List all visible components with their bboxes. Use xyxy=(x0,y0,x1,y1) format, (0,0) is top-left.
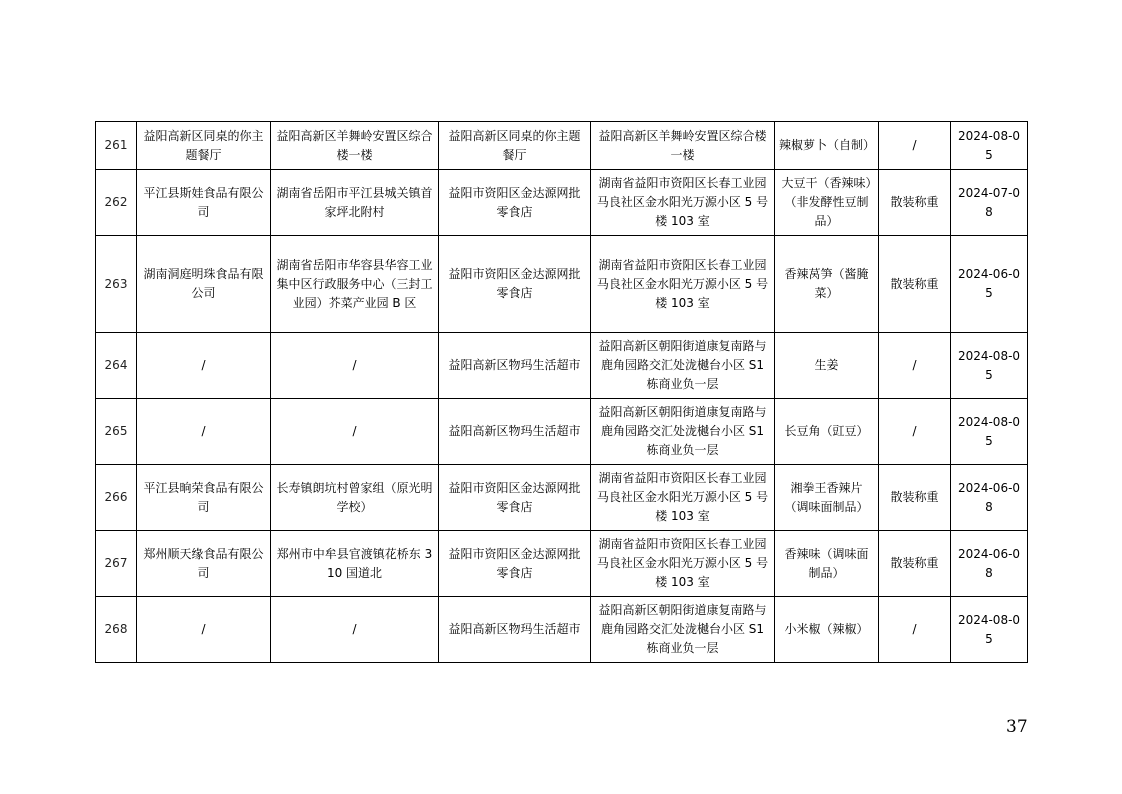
table-row xyxy=(96,236,1028,333)
producer-name: 郑州顺天缘食品有限公司 xyxy=(137,531,271,597)
row-number: 265 xyxy=(96,399,137,465)
producer-address: / xyxy=(271,399,439,465)
row-number: 268 xyxy=(96,597,137,663)
producer-name: 益阳高新区同桌的你主题餐厅 xyxy=(137,122,271,170)
seller-address: 湖南省益阳市资阳区长春工业园马良社区金水阳光万源小区 5 号楼 103 室 xyxy=(591,170,775,236)
specification: 散装称重 xyxy=(879,531,951,597)
row-number: 262 xyxy=(96,170,137,236)
product-name: 小米椒（辣椒） xyxy=(775,597,879,663)
producer-address: 长寿镇朗坑村曾家组（原光明学校） xyxy=(271,465,439,531)
production-date: 2024-08-05 xyxy=(951,333,1028,399)
production-date: 2024-08-05 xyxy=(951,399,1028,465)
seller-name: 益阳市资阳区金达源网批零食店 xyxy=(439,170,591,236)
specification: 散装称重 xyxy=(879,236,951,333)
row-number: 266 xyxy=(96,465,137,531)
producer-name: / xyxy=(137,399,271,465)
product-name: 生姜 xyxy=(775,333,879,399)
table-row xyxy=(96,170,1028,236)
producer-address: 郑州市中牟县官渡镇花桥东 310 国道北 xyxy=(271,531,439,597)
production-date: 2024-07-08 xyxy=(951,170,1028,236)
producer-name: 平江县斯娃食品有限公司 xyxy=(137,170,271,236)
producer-name: 湖南洞庭明珠食品有限公司 xyxy=(137,236,271,333)
production-date: 2024-08-05 xyxy=(951,597,1028,663)
product-name: 辣椒萝卜（自制） xyxy=(775,122,879,170)
product-name: 大豆干（香辣味）（非发酵性豆制品） xyxy=(775,170,879,236)
specification: / xyxy=(879,333,951,399)
row-number: 261 xyxy=(96,122,137,170)
producer-address: / xyxy=(271,333,439,399)
row-number: 264 xyxy=(96,333,137,399)
product-name: 香辣味（调味面制品） xyxy=(775,531,879,597)
seller-address: 湖南省益阳市资阳区长春工业园马良社区金水阳光万源小区 5 号楼 103 室 xyxy=(591,236,775,333)
seller-name: 益阳高新区同桌的你主题餐厅 xyxy=(439,122,591,170)
production-date: 2024-06-08 xyxy=(951,465,1028,531)
seller-address: 益阳高新区羊舞岭安置区综合楼一楼 xyxy=(591,122,775,170)
producer-address: 益阳高新区羊舞岭安置区综合楼一楼 xyxy=(271,122,439,170)
table-row xyxy=(96,465,1028,531)
seller-address: 湖南省益阳市资阳区长春工业园马良社区金水阳光万源小区 5 号楼 103 室 xyxy=(591,465,775,531)
production-date: 2024-08-05 xyxy=(951,122,1028,170)
producer-address: / xyxy=(271,597,439,663)
seller-name: 益阳市资阳区金达源网批零食店 xyxy=(439,236,591,333)
producer-address: 湖南省岳阳市华容县华容工业集中区行政服务中心（三封工业园）芥菜产业园 B 区 xyxy=(271,236,439,333)
table-row xyxy=(96,531,1028,597)
producer-name: 平江县晌荣食品有限公司 xyxy=(137,465,271,531)
producer-name: / xyxy=(137,597,271,663)
table-row xyxy=(96,399,1028,465)
seller-name: 益阳高新区物玛生活超市 xyxy=(439,399,591,465)
seller-address: 益阳高新区朝阳街道康复南路与鹿角园路交汇处泷樾台小区 S1 栋商业负一层 xyxy=(591,597,775,663)
specification: / xyxy=(879,122,951,170)
table-row xyxy=(96,122,1028,170)
table-row xyxy=(96,333,1028,399)
seller-name: 益阳市资阳区金达源网批零食店 xyxy=(439,465,591,531)
table-row xyxy=(96,597,1028,663)
production-date: 2024-06-05 xyxy=(951,236,1028,333)
product-name: 香辣莴笋（酱腌菜） xyxy=(775,236,879,333)
specification: 散装称重 xyxy=(879,170,951,236)
specification: / xyxy=(879,597,951,663)
seller-name: 益阳高新区物玛生活超市 xyxy=(439,333,591,399)
seller-name: 益阳高新区物玛生活超市 xyxy=(439,597,591,663)
page-number: 37 xyxy=(1006,717,1028,737)
producer-name: / xyxy=(137,333,271,399)
row-number: 263 xyxy=(96,236,137,333)
producer-address: 湖南省岳阳市平江县城关镇首家坪北附村 xyxy=(271,170,439,236)
product-name: 长豆角（豇豆） xyxy=(775,399,879,465)
seller-address: 益阳高新区朝阳街道康复南路与鹿角园路交汇处泷樾台小区 S1 栋商业负一层 xyxy=(591,333,775,399)
production-date: 2024-06-08 xyxy=(951,531,1028,597)
seller-address: 湖南省益阳市资阳区长春工业园马良社区金水阳光万源小区 5 号楼 103 室 xyxy=(591,531,775,597)
specification: 散装称重 xyxy=(879,465,951,531)
row-number: 267 xyxy=(96,531,137,597)
seller-address: 益阳高新区朝阳街道康复南路与鹿角园路交汇处泷樾台小区 S1 栋商业负一层 xyxy=(591,399,775,465)
product-name: 湘拳王香辣片（调味面制品） xyxy=(775,465,879,531)
specification: / xyxy=(879,399,951,465)
seller-name: 益阳市资阳区金达源网批零食店 xyxy=(439,531,591,597)
inspection-results-table xyxy=(95,121,1028,663)
